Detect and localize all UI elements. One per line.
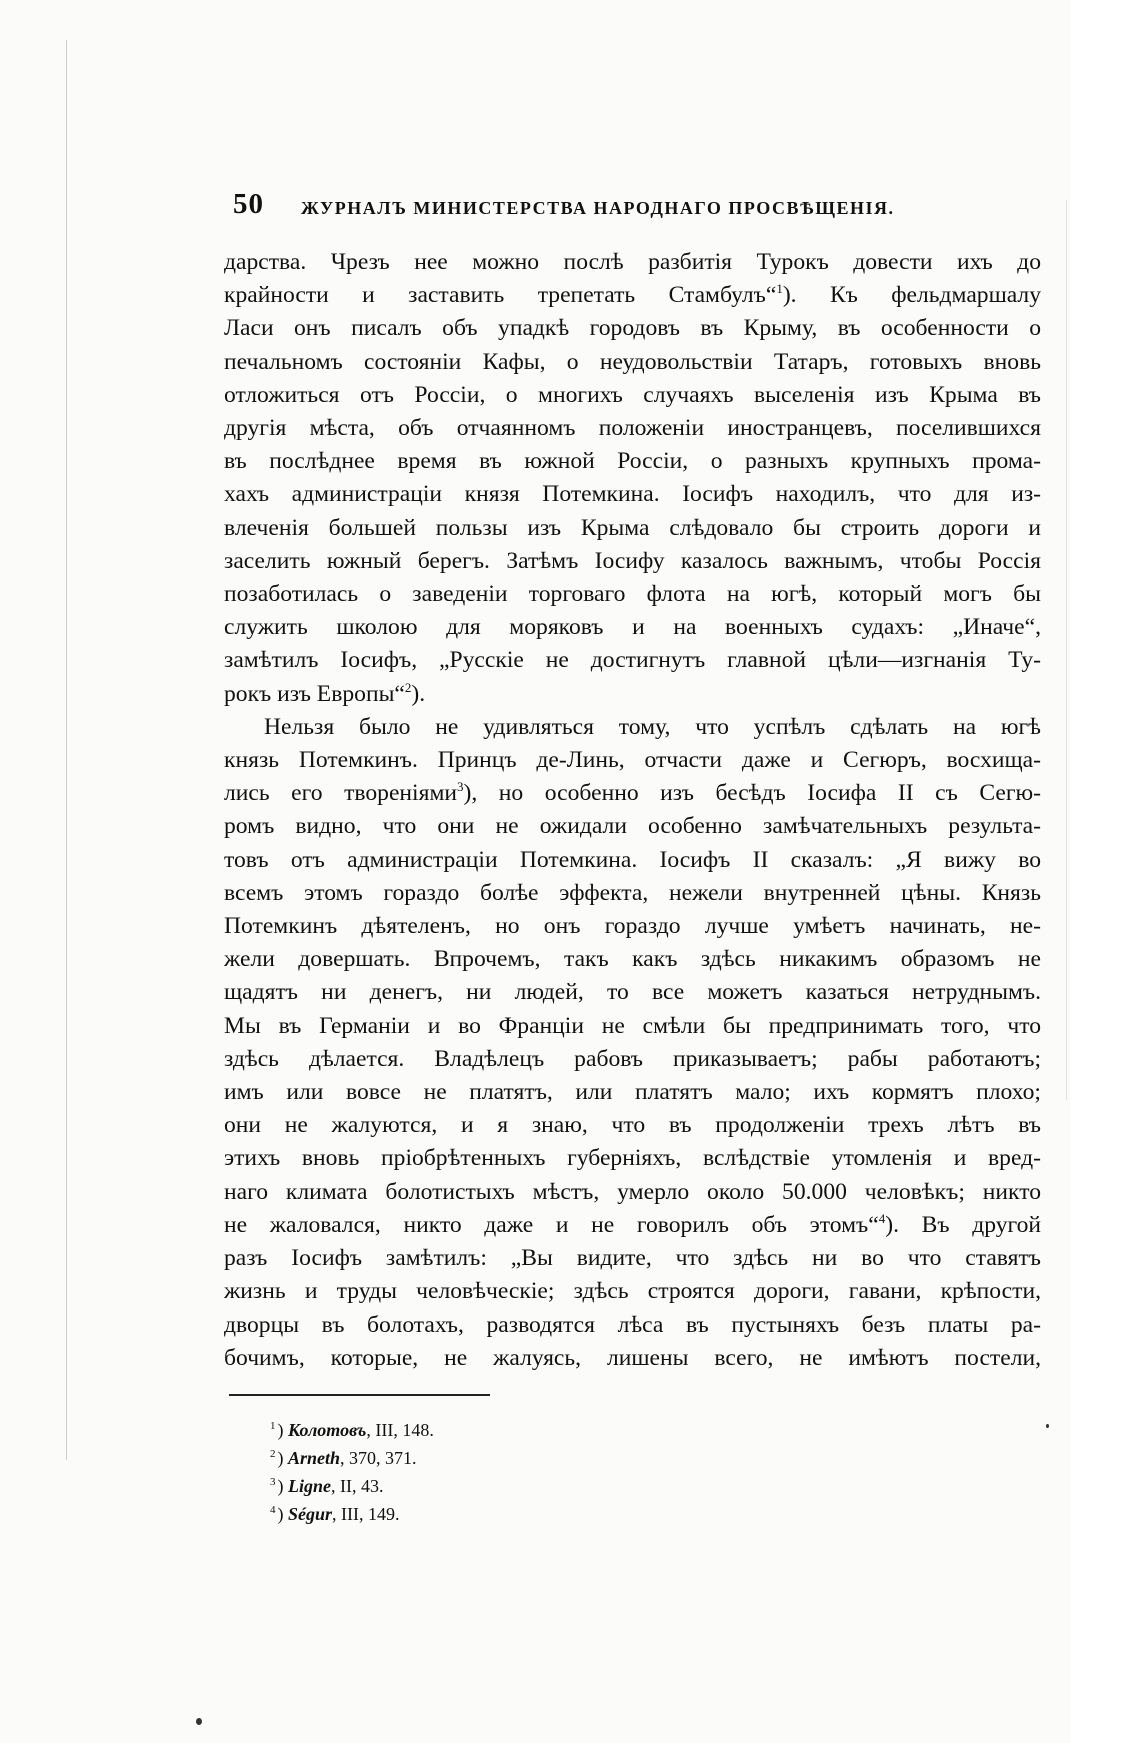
line-text: наго климата болотистыхъ мѣстъ, умерло около 50.000 человѣкъ; никто — [224, 1178, 1041, 1205]
line-text: жели довершать. Впрочемъ, такъ какъ здѣсь никакимъ образомъ не — [224, 946, 1041, 973]
line-text: лись его твореніями — [224, 780, 458, 807]
page-edge — [1066, 200, 1067, 1100]
footnote-reference[interactable]: 2 — [404, 679, 412, 695]
text-line — [224, 877, 1041, 910]
text-line — [224, 445, 1041, 478]
footnote-paren: ) — [463, 780, 472, 807]
footnote — [270, 1416, 770, 1444]
text-line — [224, 412, 1041, 445]
text-line — [224, 744, 1041, 777]
text-line — [224, 512, 1041, 545]
text-line — [224, 379, 1041, 412]
footnote — [270, 1472, 770, 1500]
line-tail: . — [419, 680, 426, 707]
line-text: они не жалуются, и я знаю, что въ продолженіи трехъ лѣтъ въ — [224, 1112, 1041, 1139]
text-line — [224, 1242, 1041, 1275]
line-text: Мы въ Германіи и во Франціи не смѣли бы предпринимать того, что — [224, 1012, 1041, 1039]
text-line — [224, 711, 1041, 744]
ink-speck — [1046, 1424, 1049, 1428]
footnote-reference-text: , II, 43. — [331, 1476, 384, 1496]
text-line — [224, 1076, 1041, 1109]
footnote-mark: 2 — [270, 1448, 276, 1460]
line-text: этихъ вновь пріобрѣтенныхъ губерніяхъ, вслѣдствіе утомленія и вред- — [224, 1145, 1041, 1172]
line-text: замѣтилъ Іосифъ, „Русскіе не достигнутъ главной цѣли—изгнанія Ту- — [224, 647, 1041, 674]
footnote-author: Arneth — [288, 1448, 341, 1468]
text-line — [224, 1109, 1041, 1142]
line-text: другія мѣста, объ отчаянномъ положеніи иностранцевъ, поселившихся — [224, 415, 1041, 442]
footnote-reference-text: , III, 148. — [366, 1420, 434, 1440]
line-text: жизнь и труды человѣческіе; здѣсь строятся дороги, гавани, крѣпости, — [224, 1278, 1041, 1305]
line-text: отложиться отъ Россіи, о многихъ случаяхъ выселенія изъ Крыма въ — [224, 381, 1041, 408]
line-tail: , но особенно изъ бесѣдъ Іосифа II съ Сегю- — [471, 780, 1041, 807]
footnote-paren: ) — [885, 1211, 894, 1238]
line-text: разъ Іосифъ замѣтилъ: „Вы видите, что здѣсь ни во что ставятъ — [224, 1245, 1041, 1272]
line-text: рокъ изъ Европы“ — [224, 680, 405, 707]
line-text: всемъ этомъ гораздо болѣе эффекта, нежели внутренней цѣны. Князь — [224, 879, 1041, 906]
text-line — [224, 943, 1041, 976]
text-line — [224, 678, 1041, 711]
footnote-author: Ségur — [288, 1504, 333, 1524]
footnote-paren: ) — [277, 1476, 288, 1496]
line-text: печальномъ состояніи Кафы, о неудовольствіи Татаръ, готовыхъ вновь — [224, 348, 1041, 375]
footnote-rule — [229, 1394, 490, 1396]
footnote-mark: 3 — [270, 1476, 276, 1488]
text-line — [224, 545, 1041, 578]
text-line — [224, 279, 1041, 312]
ink-speck — [196, 1718, 202, 1725]
line-text: влеченія большей пользы изъ Крыма слѣдовало бы строить дороги и — [224, 514, 1041, 541]
line-text: Нельзя было не удивляться тому, что успѣлъ сдѣлать на югѣ — [264, 713, 1041, 740]
footnote-reference[interactable]: 3 — [457, 779, 464, 795]
footnote-reference[interactable]: 1 — [776, 281, 783, 297]
text-line — [224, 1142, 1041, 1175]
text-line — [224, 611, 1041, 644]
footnote — [270, 1444, 770, 1472]
footnote-paren: ) — [277, 1504, 288, 1524]
text-line — [224, 1176, 1041, 1209]
line-text: князь Потемкинъ. Принцъ де-Линь, отчасти даже и Сегюръ, восхища- — [224, 747, 1041, 774]
text-line — [224, 1342, 1041, 1375]
text-line — [224, 976, 1041, 1009]
main-text — [224, 246, 1041, 1375]
text-line — [224, 312, 1041, 345]
text-line — [224, 1010, 1041, 1043]
binding-shadow — [66, 40, 67, 1460]
footnote-mark: 1 — [270, 1420, 276, 1432]
line-tail: . Къ фельдмаршалу — [790, 282, 1042, 309]
footnote-reference-text: , 370, 371. — [340, 1448, 417, 1468]
line-text: дворцы въ болотахъ, разводятся лѣса въ пустыняхъ безъ платы ра- — [224, 1311, 1041, 1338]
footnote — [270, 1500, 770, 1528]
text-line — [224, 1275, 1041, 1308]
text-line — [224, 810, 1041, 843]
text-line — [224, 777, 1041, 810]
page-number: 50 — [233, 188, 264, 220]
footnote-paren: ) — [782, 282, 791, 309]
line-text: въ послѣднее время въ южной Россіи, о разныхъ крупныхъ прома- — [224, 448, 1041, 475]
line-text: заселить южный берегъ. Затѣмъ Іосифу казалось важнымъ, чтобы Россія — [224, 547, 1041, 574]
line-tail: . Въ другой — [893, 1211, 1041, 1238]
line-text: крайности и заставить трепетать Стамбулъ“ — [224, 282, 777, 309]
footnote-paren: ) — [277, 1420, 288, 1440]
footnote-author: Колотовъ — [288, 1420, 367, 1440]
line-text: дарства. Чрезъ нее можно послѣ разбитія Турокъ довести ихъ до — [224, 249, 1041, 275]
line-text: хахъ администраціи князя Потемкина. Іосифъ находилъ, что для из- — [224, 481, 1041, 508]
footnote-paren: ) — [411, 680, 420, 707]
text-line — [224, 844, 1041, 877]
line-text: служить школою для моряковъ и на военныхъ судахъ: „Иначе“, — [224, 614, 1041, 641]
text-line — [224, 346, 1041, 379]
text-line — [224, 910, 1041, 943]
text-line — [224, 478, 1041, 511]
line-text: здѣсь дѣлается. Владѣлецъ рабовъ приказываетъ; рабы работаютъ; — [224, 1045, 1041, 1072]
line-text: товъ отъ администраціи Потемкина. Іосифъ II сказалъ: „Я вижу во — [224, 846, 1041, 873]
line-text: бочимъ, которые, не жалуясь, лишены всего, не имѣютъ постели, — [224, 1344, 1041, 1371]
text-line — [224, 1043, 1041, 1076]
line-text: Потемкинъ дѣятеленъ, но онъ гораздо лучше умѣетъ начинать, не- — [224, 913, 1041, 940]
text-line — [224, 1309, 1041, 1342]
footnote-reference[interactable]: 4 — [878, 1210, 886, 1226]
footnote-mark: 4 — [270, 1504, 276, 1516]
text-line — [224, 578, 1041, 611]
text-line — [224, 644, 1041, 677]
line-text: позаботилась о заведеніи торговаго флота на югѣ, который могъ бы — [224, 581, 1041, 608]
line-text: Ласи онъ писалъ объ упадкѣ городовъ въ Крыму, въ особенности о — [224, 315, 1041, 342]
footnote-paren: ) — [277, 1448, 288, 1468]
line-text: щадятъ ни денегъ, ни людей, то все можетъ казаться нетруднымъ. — [224, 979, 1041, 1006]
page-header — [233, 188, 1041, 228]
running-title: ЖУРНАЛЪ МИНИСТЕРСТВА НАРОДНАГО ПРОСВѢЩЕНІЯ. — [301, 198, 895, 218]
footnote-author: Ligne — [288, 1476, 331, 1496]
line-text: имъ или вовсе не платятъ, или платятъ мало; ихъ кормятъ плохо; — [224, 1079, 1041, 1106]
text-line — [224, 246, 1041, 279]
line-text: ромъ видно, что они не ожидали особенно замѣчательныхъ результа- — [224, 813, 1041, 840]
text-line — [224, 1209, 1041, 1242]
line-text: не жаловался, никто даже и не говорилъ объ этомъ“ — [224, 1211, 879, 1238]
footnotes — [270, 1416, 770, 1528]
footnote-reference-text: , III, 149. — [332, 1504, 400, 1524]
